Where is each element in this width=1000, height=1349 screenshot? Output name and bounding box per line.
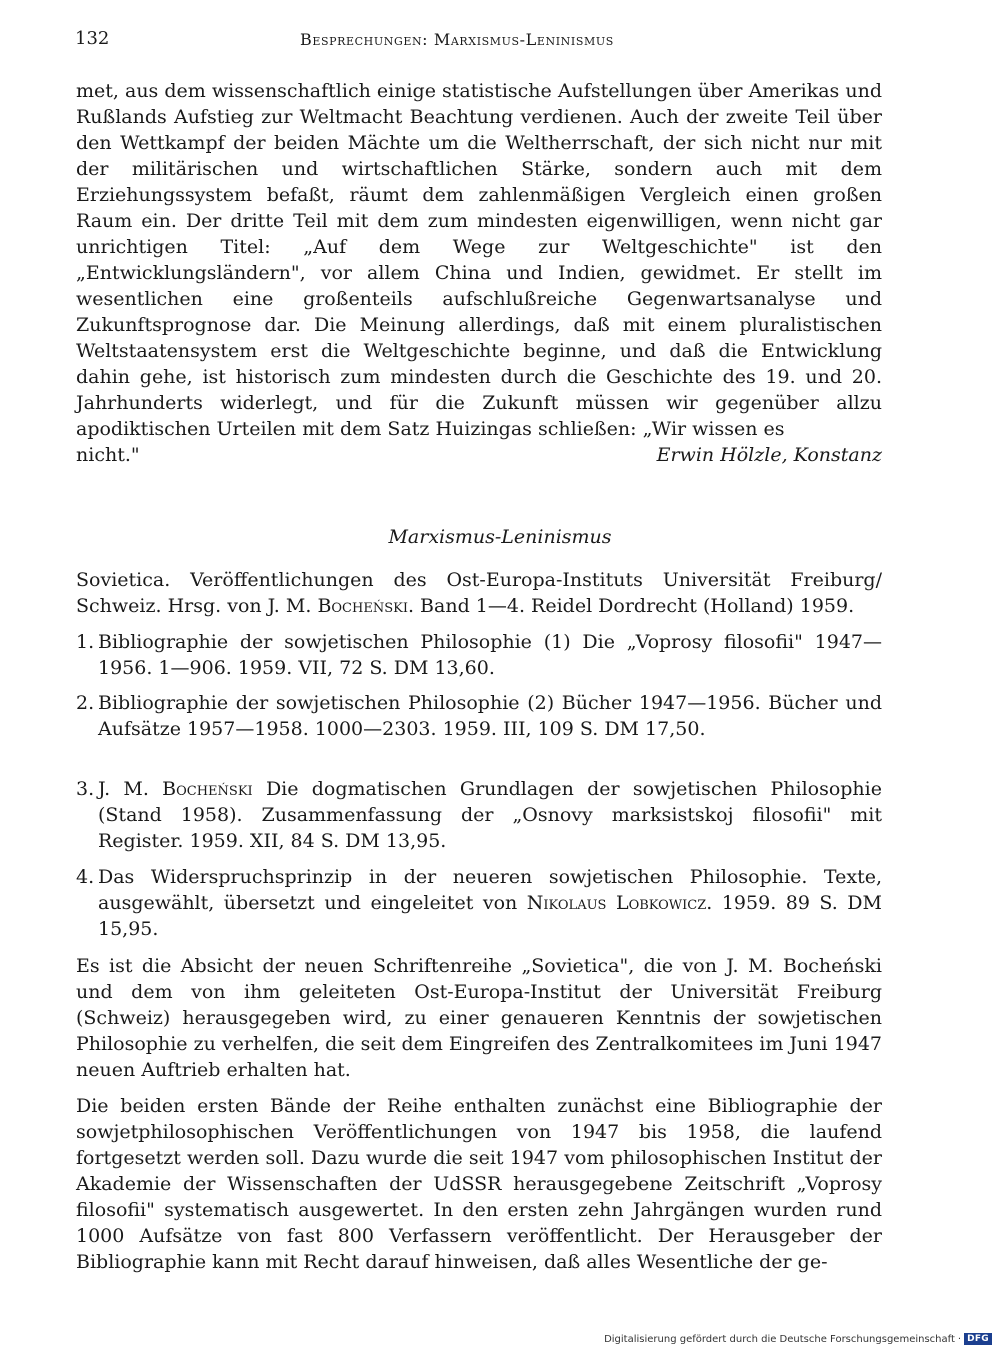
digitization-notice	[604, 1333, 992, 1345]
volume-number: 2.	[76, 692, 95, 714]
volume-description: Das Widerspruchsprinzip in der neueren sowjetischen Philosophie. Texte, ausgewählt, übersetzt und eingeleitet von	[98, 866, 882, 914]
page-number: 132	[75, 28, 110, 49]
volume-text: Bibliographie der sowjetischen Philosophie (1) Die „Voprosy filosofii" 1947—1956. 1—906. 1959. VII, 72 S. DM 13,60.	[98, 631, 882, 679]
volume-item	[76, 690, 882, 742]
publication-intro-b: Band 1—4. Reidel Dordrecht (Holland) 1959.	[420, 595, 855, 617]
publication-intro	[76, 567, 882, 619]
volume-number: 1.	[76, 631, 95, 653]
footer-text: Digitalisierung gefördert durch die Deutsche Forschungsgemeinschaft	[604, 1333, 955, 1345]
volume-number: 4.	[76, 866, 95, 888]
body-paragraph: Es ist die Absicht der neuen Schriftenreihe „Sovietica", die von J. M. Bocheński und dem von ihm geleiteten Ost-Europa-Institut der Universität Freiburg (Schweiz) herausgegeben wird, zu einer genaueren Kenntnis der sowjetischen Philosophie zu verhelfen, die seit dem Eingreifen des Zentralkomitees im Juni 1947 neuen Auftrieb erhalten hat.	[76, 955, 882, 1081]
running-head: Besprechungen: Marxismus-Leninismus	[300, 30, 614, 49]
volume-description-b: 1959. 89 S. DM 15,95.	[98, 892, 883, 940]
review-tail	[76, 442, 882, 468]
reviewer-signature: Erwin Hölzle, Konstanz	[656, 444, 882, 466]
dfg-logo: DFG	[964, 1333, 992, 1345]
footer-separator: ·	[957, 1333, 962, 1345]
publication-editor: Bocheński.	[317, 595, 414, 617]
volume-text	[98, 776, 882, 854]
volume-number: 3.	[76, 778, 95, 800]
volume-text	[98, 864, 882, 942]
volume-author: J. M. Bocheński	[98, 778, 253, 800]
publication-intro-a: Sovietica. Veröffentlichungen des Ost-Europa-Instituts Universität Freiburg/ Schweiz. Hrsg. von J. M.	[76, 569, 882, 617]
body-paragraph: Die beiden ersten Bände der Reihe enthalten zunächst eine Bibliographie der sowjetphilosophischen Veröffentlichungen von 1947 bis 1958, die laufend fortgesetzt werden soll. Dazu wurde die seit 1947 vom philosophischen Institut der Akademie der Wissenschaften der UdSSR herausgegebene Zeitschrift „Voprosy filosofii" systematisch ausgewertet. In den ersten zehn Jahrgängen wurden rund 1000 Aufsätze von fast 800 Verfassern veröffentlicht. Der Herausgeber der Bibliographie kann mit Recht darauf hinweisen, daß alles Wesentliche der ge-	[76, 1095, 882, 1273]
volume-item	[76, 776, 882, 854]
review-last-line: nicht."	[76, 444, 140, 466]
volume-author: Nikolaus Lobkowicz.	[526, 892, 713, 914]
volume-description: Die dogmatischen Grundlagen der sowjetischen Philosophie (Stand 1958). Zusammenfassung der „Osnovy marksistskoj filosofii" mit Register. 1959. XII, 84 S. DM 13,95.	[98, 778, 882, 852]
section-heading: Marxismus-Leninismus	[388, 526, 612, 548]
volume-item	[76, 629, 882, 681]
review-text: met, aus dem wissenschaftlich einige statistische Aufstellungen über Amerikas und Rußlands Aufstieg zur Weltmacht Beachtung verdienen. Auch der zweite Teil über den Wettkampf der beiden Mächte um die Weltherrschaft, der sich nicht nur mit der militärischen und wirtschaftlichen Stärke, sondern auch mit dem Erziehungssystem befaßt, räumt dem zahlenmäßigen Vergleich einen großen Raum ein. Der dritte Teil mit dem zum mindesten eigenwilligen, wenn nicht gar unrichtigen Titel: „Auf dem Wege zur Weltgeschichte" ist den „Entwicklungsländern", vor allem China und Indien, gewidmet. Er stellt im wesentlichen eine großenteils aufschlußreiche Gegenwartsanalyse und Zukunftsprognose dar. Die Meinung allerdings, daß mit einem pluralistischen Weltstaatensystem erst die Weltgeschichte beginne, und daß die Entwicklung dahin gehe, ist historisch zum mindesten durch die Geschichte des 19. und 20. Jahrhunderts widerlegt, und für die Zukunft müssen wir gegenüber allzu apodiktischen Urteilen mit dem Satz Huizingas schließen: „Wir wissen es	[76, 80, 882, 440]
review-end	[76, 78, 882, 468]
volume-item	[76, 864, 882, 942]
volume-text: Bibliographie der sowjetischen Philosophie (2) Bücher 1947—1956. Bücher und Aufsätze 1957—1958. 1000—2303. 1959. III, 109 S. DM 17,50.	[98, 692, 882, 740]
